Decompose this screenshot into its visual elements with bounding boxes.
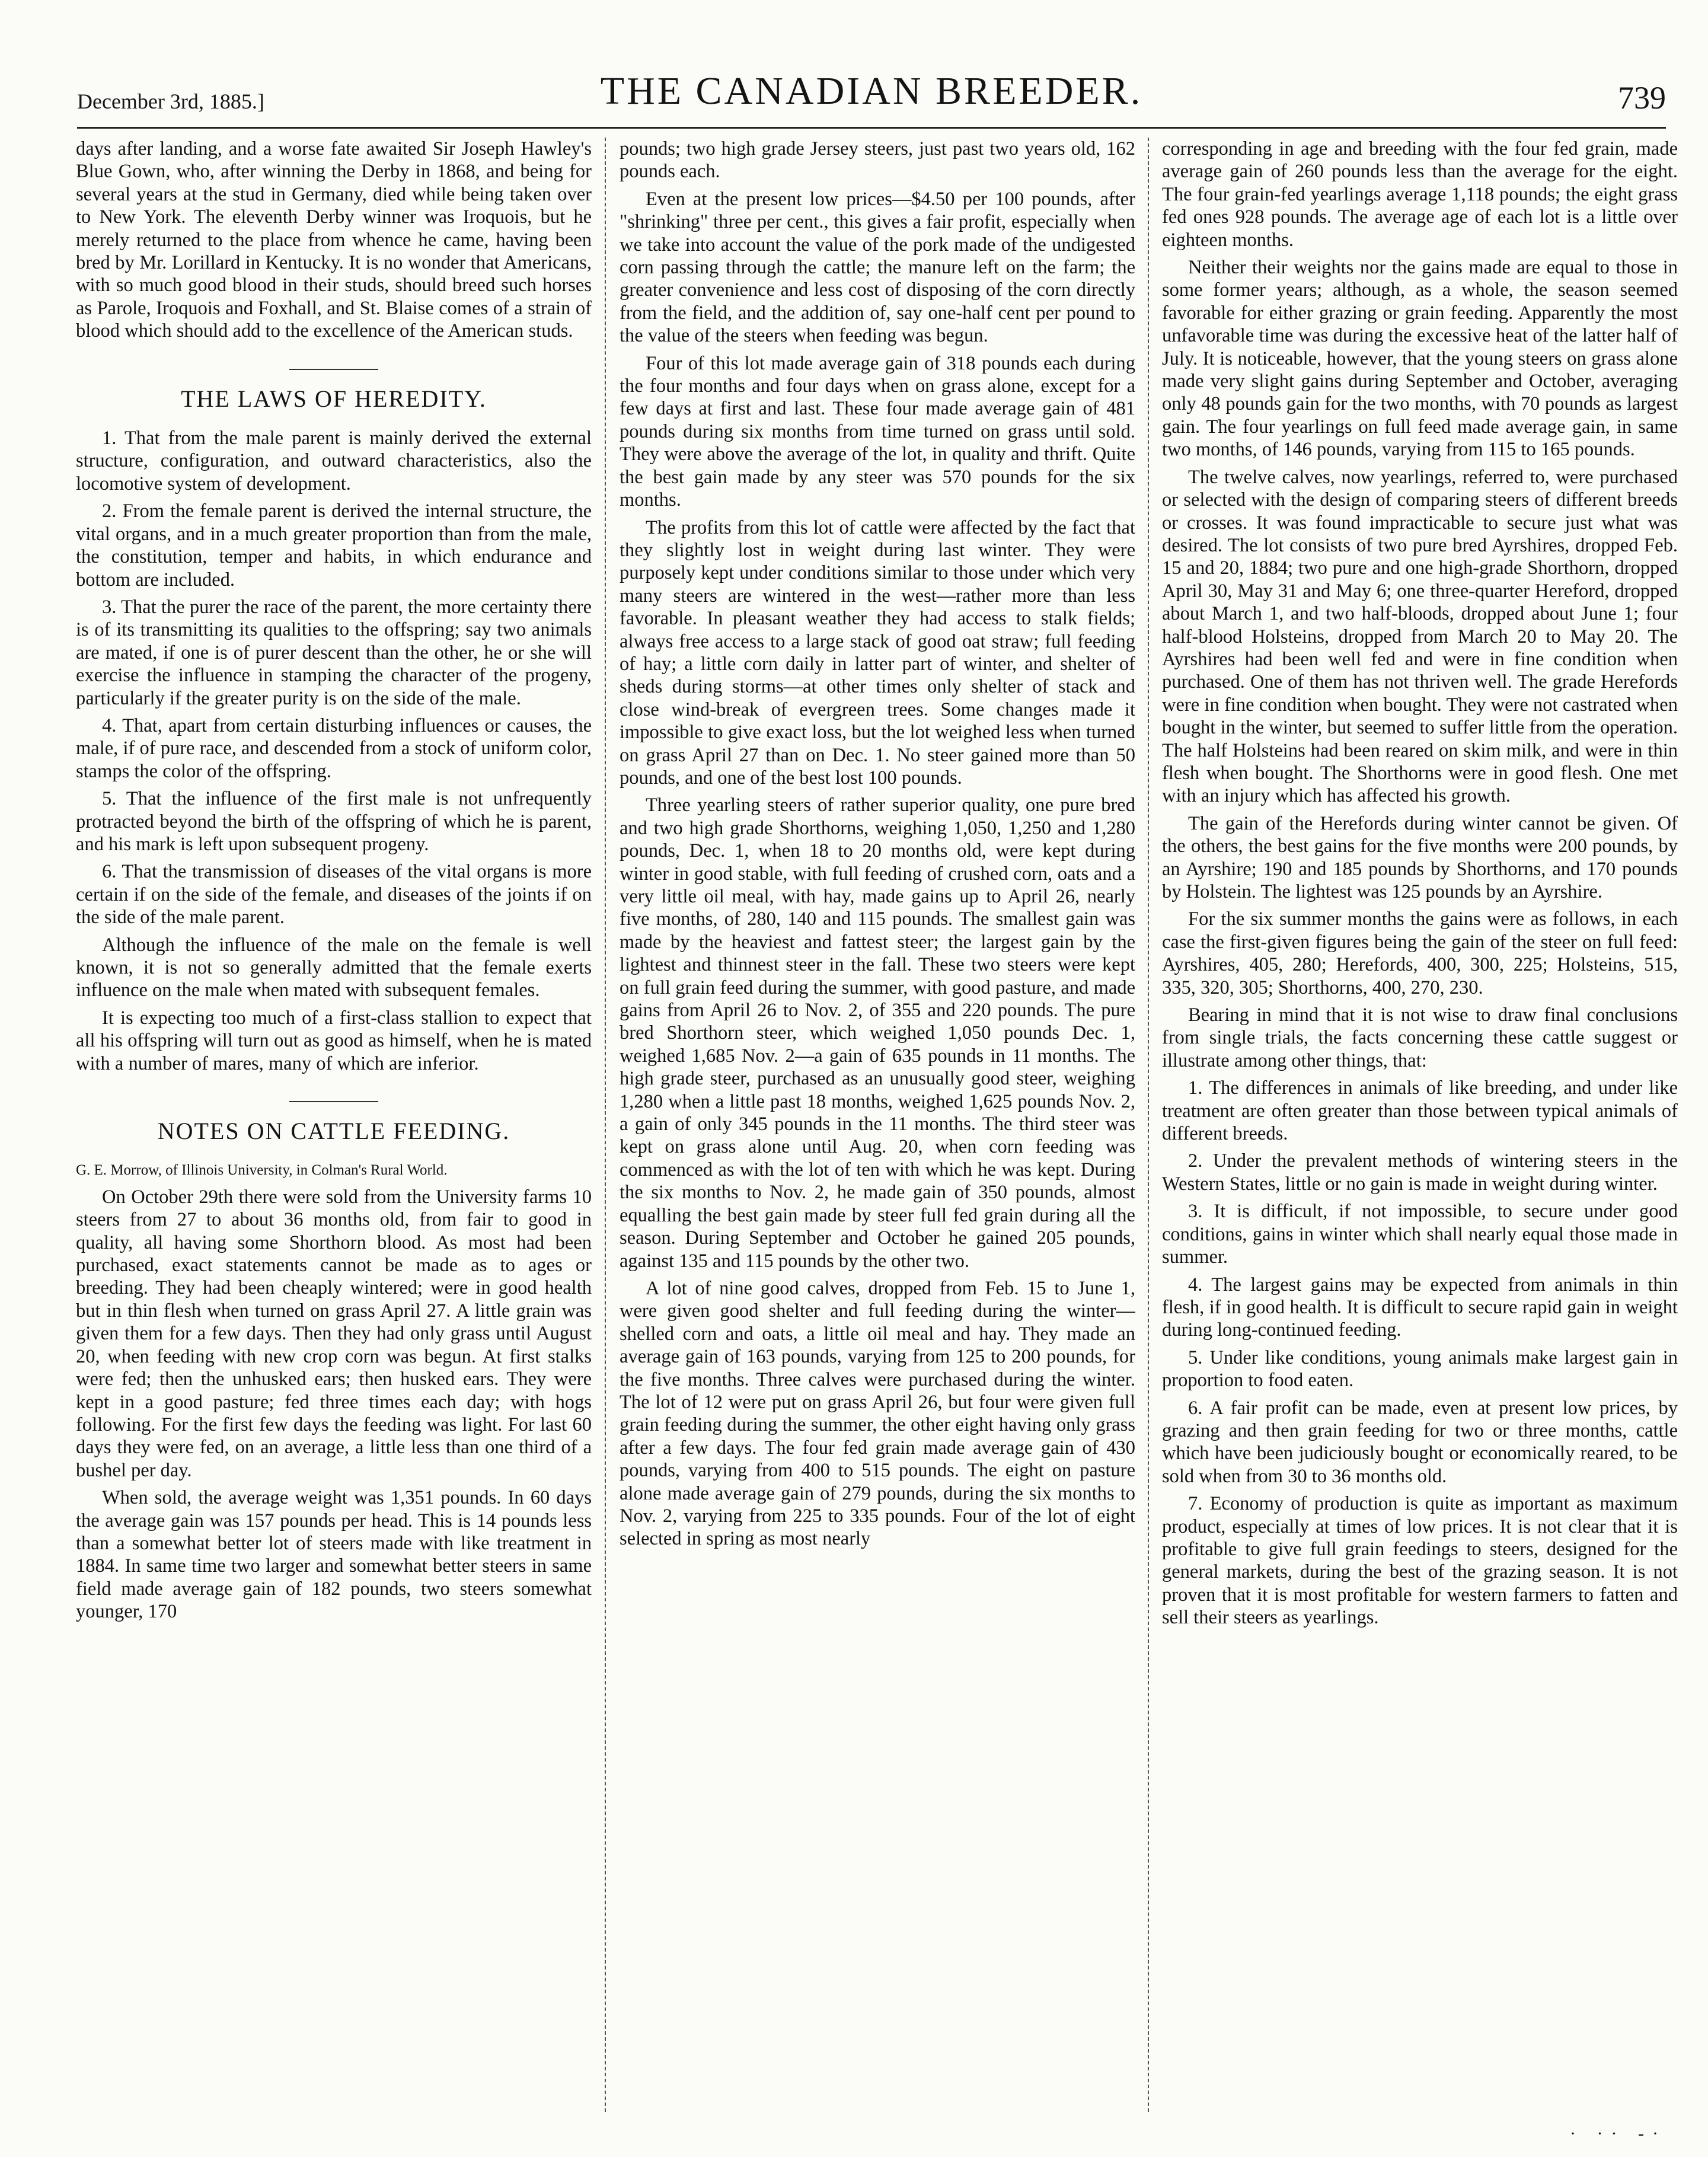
article-paragraph: Bearing in mind that it is not wise to draw final conclusions from single trials, the facts concerning these cattle suggest or illustrate among other things, that: <box>1162 1004 1678 1071</box>
cattle-heading: NOTES ON CATTLE FEEDING. <box>157 1118 510 1145</box>
article-paragraph: Four of this lot made average gain of 318 pounds each during the four months and four days when on grass alone, except for a few days at first and last. These four made average gain of 481 pounds during six months from time turned on grass until sold. They were above the average of the lot, in quality and thrift. Quite the best gain made by any steer was 570 pounds for the six months. <box>620 352 1135 511</box>
article-paragraph: corresponding in age and breeding with the four fed grain, made average gain of 260 pounds less than the average for the eight. The four grain-fed yearlings average 1,118 pounds; the eight grass fed ones 928 pounds. The average age of each lot is a little over eighteen months. <box>1162 138 1678 251</box>
section-divider <box>289 369 378 370</box>
article-paragraph: The twelve calves, now yearlings, referred to, were purchased or selected with the design of comparing steers of different breeds or crosses. It was found impracticable to secure just what was desired. The lot consists of two pure bred Ayrshires, dropped Feb. 15 and 20, 1884; two pure and one high-grade Shorthorn, dropped April 30, May 31 and May 6; one three-quarter Hereford, dropped about March 1, and two half-bloods, dropped about June 1; four half-blood Holsteins, dropped from March 20 to May 20. The Ayrshires had been well fed and were in fine condition when purchased. One of them has not thriven well. The grade Herefords were in fine condition when bought. They were not castrated when bought in the winter, but seemed to suffer little from the operation. The half Holsteins had been reared on skim milk, and were in thin flesh when bought. The Shorthorns were in good flesh. One met with an injury which has affected his growth. <box>1162 466 1678 807</box>
conclusion-item: 5. Under like conditions, young animals make largest gain in proportion to food eaten. <box>1162 1346 1678 1392</box>
heredity-law: 4. That, apart from certain disturbing influences or causes, the male, if of pure race, and descended from a stock of uniform color, stamps the color of the offspring. <box>76 714 592 782</box>
article-paragraph: A lot of nine good calves, dropped from Feb. 15 to June 1, were given good shelter and full feeding during the winter—shelled corn and oats, a little oil meal and hay. They made an average gain of 163 pounds, varying from 125 to 200 pounds, for the five months. Three calves were purchased during the winter. The lot of 12 were put on grass April 26, but four were given full grain feeding during the summer, the other eight having only grass after a few days. The four fed grain made average gain of 430 pounds, varying from 400 to 515 pounds. The eight on pasture alone made average gain of 279 pounds, during the six months to Nov. 2, varying from 225 to 335 pounds. Four of the lot of eight selected in spring as most nearly <box>620 1277 1135 1550</box>
heredity-law: 2. From the female parent is derived the internal structure, the vital organs, and in a much greater proportion than from the male, the constitution, temper and habits, in which endurance and bottom are included. <box>76 500 592 591</box>
article-paragraph: pounds; two high grade Jersey steers, just past two years old, 162 pounds each. <box>620 138 1135 183</box>
column-2 <box>620 138 1135 2118</box>
article-paragraph: The profits from this lot of cattle were affected by the fact that they slightly lost in weight during last winter. They were purposely kept under conditions similar to those under which very many steers are wintered in the west—rather more than less favorable. In pleasant weather they had access to stalk fields; always free access to a large stack of good oat straw; full feeding of hay; a little corn daily in latter part of winter, and shelter of sheds during storms—at other times only shelter of stack and close wind-break of evergreen trees. Some changes made it impossible to give exact loss, but the lot weighed less when turned on grass April 27 than on Dec. 1. No steer gained more than 50 pounds, and one of the best lost 100 pounds. <box>620 516 1135 789</box>
section-divider <box>289 1101 378 1102</box>
conclusion-item: 6. A fair profit can be made, even at present low prices, by grazing and then grain feeding for two or three months, cattle which have been judiciously bought or economically reared, to be sold when from 30 to 36 months old. <box>1162 1397 1678 1487</box>
article-paragraph: When sold, the average weight was 1,351 pounds. In 60 days the average gain was 157 pounds per head. This is 14 pounds less than a somewhat better lot of steers made with like treatment in 1884. In same time two larger and somewhat better steers in same field made average gain of 182 pounds, two steers somewhat younger, 170 <box>76 1487 592 1623</box>
column-1 <box>76 138 592 2118</box>
issue-date: December 3rd, 1885.] <box>77 90 264 113</box>
conclusion-item: 3. It is difficult, if not impossible, to secure under good conditions, gains in winter which shall nearly equal those made in summer. <box>1162 1201 1678 1268</box>
article-byline: G. E. Morrow, of Illinois University, in Colman's Rural World. <box>76 1162 448 1179</box>
heredity-law: 3. That the purer the race of the parent, the more certainty there is of its transmitting its qualities to the offspring; say two animals are mated, if one is of purer descent than the other, he or she will exercise the influence in stamping the character of the progeny, particularly if the greater purity is on the side of the male. <box>76 596 592 709</box>
heredity-closing: Although the influence of the male on the female is well known, it is not so generally admitted that the female exerts influence on the male when mated with subsequent females. <box>76 934 592 1001</box>
article-continuation: days after landing, and a worse fate awaited Sir Joseph Hawley's Blue Gown, who, after winning the Derby in 1868, and being for several years at the stud in Germany, died while being taken over to New York. The eleventh Derby winner was Iroquois, but he merely returned to the place from whence he came, having been bred by Mr. Lorillard in Kentucky. It is no wonder that Americans, with so much good blood in their studs, should breed such horses as Parole, Iroquois and Foxhall, and St. Blaise comes of a strain of blood which should add to the excellence of the American studs. <box>76 138 592 342</box>
heredity-law: 1. That from the male parent is mainly derived the external structure, configuration, and outward characteristics, also the locomotive system of development. <box>76 427 592 494</box>
conclusion-item: 4. The largest gains may be expected from animals in thin flesh, if in good health. It is difficult to secure rapid gain in weight during long-continued feeding. <box>1162 1274 1678 1341</box>
article-paragraph: On October 29th there were sold from the University farms 10 steers from 27 to about 36 months old, from fair to good in quality, all having some Shorthorn blood. As most had been purchased, exact statements cannot be made as to ages or breeding. They had been cheaply wintered; were in good health but in thin flesh when turned on grass April 27. A little grain was given them for a few days. Then they had only grass until August 20, when feeding with new crop corn was begun. At first stalks were fed; then the unhusked ears; then husked ears. They were kept in a good pasture; fed three times each day; with hogs following. For the first few days the feeding was light. For last 60 days they were fed, on an average, a little less than one third of a bushel per day. <box>76 1186 592 1481</box>
conclusion-item: 2. Under the prevalent methods of wintering steers in the Western States, little or no gain is made in weight during winter. <box>1162 1150 1678 1195</box>
page-header <box>77 64 1666 129</box>
article-paragraph: Neither their weights nor the gains made are equal to those in some former years; although, as a whole, the season seemed favorable for either grazing or grain feeding. Apparently the most unfavorable time was during the excessive heat of the latter half of July. It is noticeable, however, that the young steers on grass alone made very slight gains during September and October, averaging only 48 pounds gain for the two months, with 70 pounds as largest gain. The four yearlings on full feed made average gain, in same two months, of 146 pounds, varying from 115 to 165 pounds. <box>1162 257 1678 461</box>
publication-title: THE CANADIAN BREEDER. <box>600 69 1143 113</box>
heredity-law: 5. That the influence of the first male is not unfrequently protracted beyond the birth of the offspring of which he is parent, and his mark is left upon subsequent progeny. <box>76 788 592 855</box>
article-paragraph: The gain of the Herefords during winter cannot be given. Of the others, the best gains for the five months were 200 pounds, by an Ayrshire; 190 and 185 pounds by Shorthorns, and 170 pounds by Holstein. The lightest was 125 pounds by an Ayrshire. <box>1162 812 1678 902</box>
print-specks: · ·· -· <box>1570 2124 1667 2143</box>
column-3 <box>1162 138 1678 2118</box>
heredity-heading: THE LAWS OF HEREDITY. <box>181 385 487 412</box>
article-paragraph: Even at the present low prices—$4.50 per 100 pounds, after "shrinking" three per cent., this gives a fair profit, especially when we take into account the value of the pork made of the undigested corn passing through the cattle; the manure left on the farm; the greater convenience and less cost of disposing of the corn directly from the field, and the addition of, say one-half cent per pound to the value of the steers when feeding was begun. <box>620 188 1135 347</box>
page-number: 739 <box>1618 80 1666 116</box>
header-rule <box>77 127 1666 129</box>
conclusion-item: 7. Economy of production is quite as important as maximum product, especially at times of low prices. It is not clear that it is profitable to give full grain feedings to steers, designed for the general markets, during the best of the grazing season. It is not proven that it is most profitable for western farmers to fatten and sell their steers as yearlings. <box>1162 1493 1678 1629</box>
conclusion-item: 1. The differences in animals of like breeding, and under like treatment are often greater than those between typical animals of different breeds. <box>1162 1077 1678 1145</box>
article-paragraph: Three yearling steers of rather superior quality, one pure bred and two high grade Shorthorns, weighing 1,050, 1,250 and 1,280 pounds, Dec. 1, when 18 to 20 months old, were kept during winter in good stable, with full feeding of crushed corn, oats and a very little oil meal, with hay, made gains up to April 26, nearly five months, of 280, 140 and 115 pounds. The smallest gain was made by the heaviest and fattest steer; the largest gain by the lightest and thinnest steer in the fall. These two steers were kept on full grain feed during the summer, with good pasture, and made gains from April 26 to Nov. 2, of 355 and 220 pounds. The pure bred Shorthorn steer, which weighed 1,050 pounds Dec. 1, weighed 1,685 Nov. 2—a gain of 635 pounds in 11 months. The high grade steer, purchased as an unusually good steer, weighing 1,280 when a little past 18 months, weighed 1,625 pounds Nov. 2, a gain of only 345 pounds in the 11 months. The third steer was kept on grass alone until Aug. 20, when corn feeding was commenced as with the lot of ten with which he was kept. During the six months to Nov. 2, he made gain of 350 pounds, almost equalling the best gain made by steer full fed grain during all the season. During September and October he gained 205 pounds, against 135 and 115 pounds by the other two. <box>620 794 1135 1272</box>
column-divider <box>605 138 606 2112</box>
heredity-law: 6. That the transmission of diseases of the vital organs is more certain if on the side of the female, and diseases of the joints if on the side of the male parent. <box>76 861 592 928</box>
article-paragraph: For the six summer months the gains were as follows, in each case the first-given figures being the gain of the steer on full feed: Ayrshires, 405, 280; Herefords, 400, 300, 225; Holsteins, 515, 335, 320, 305; Shorthorns, 400, 270, 230. <box>1162 908 1678 998</box>
heredity-closing: It is expecting too much of a first-class stallion to expect that all his offspring will turn out as good as himself, when he is mated with a number of mares, many of which are inferior. <box>76 1007 592 1074</box>
column-divider <box>1148 138 1149 2112</box>
